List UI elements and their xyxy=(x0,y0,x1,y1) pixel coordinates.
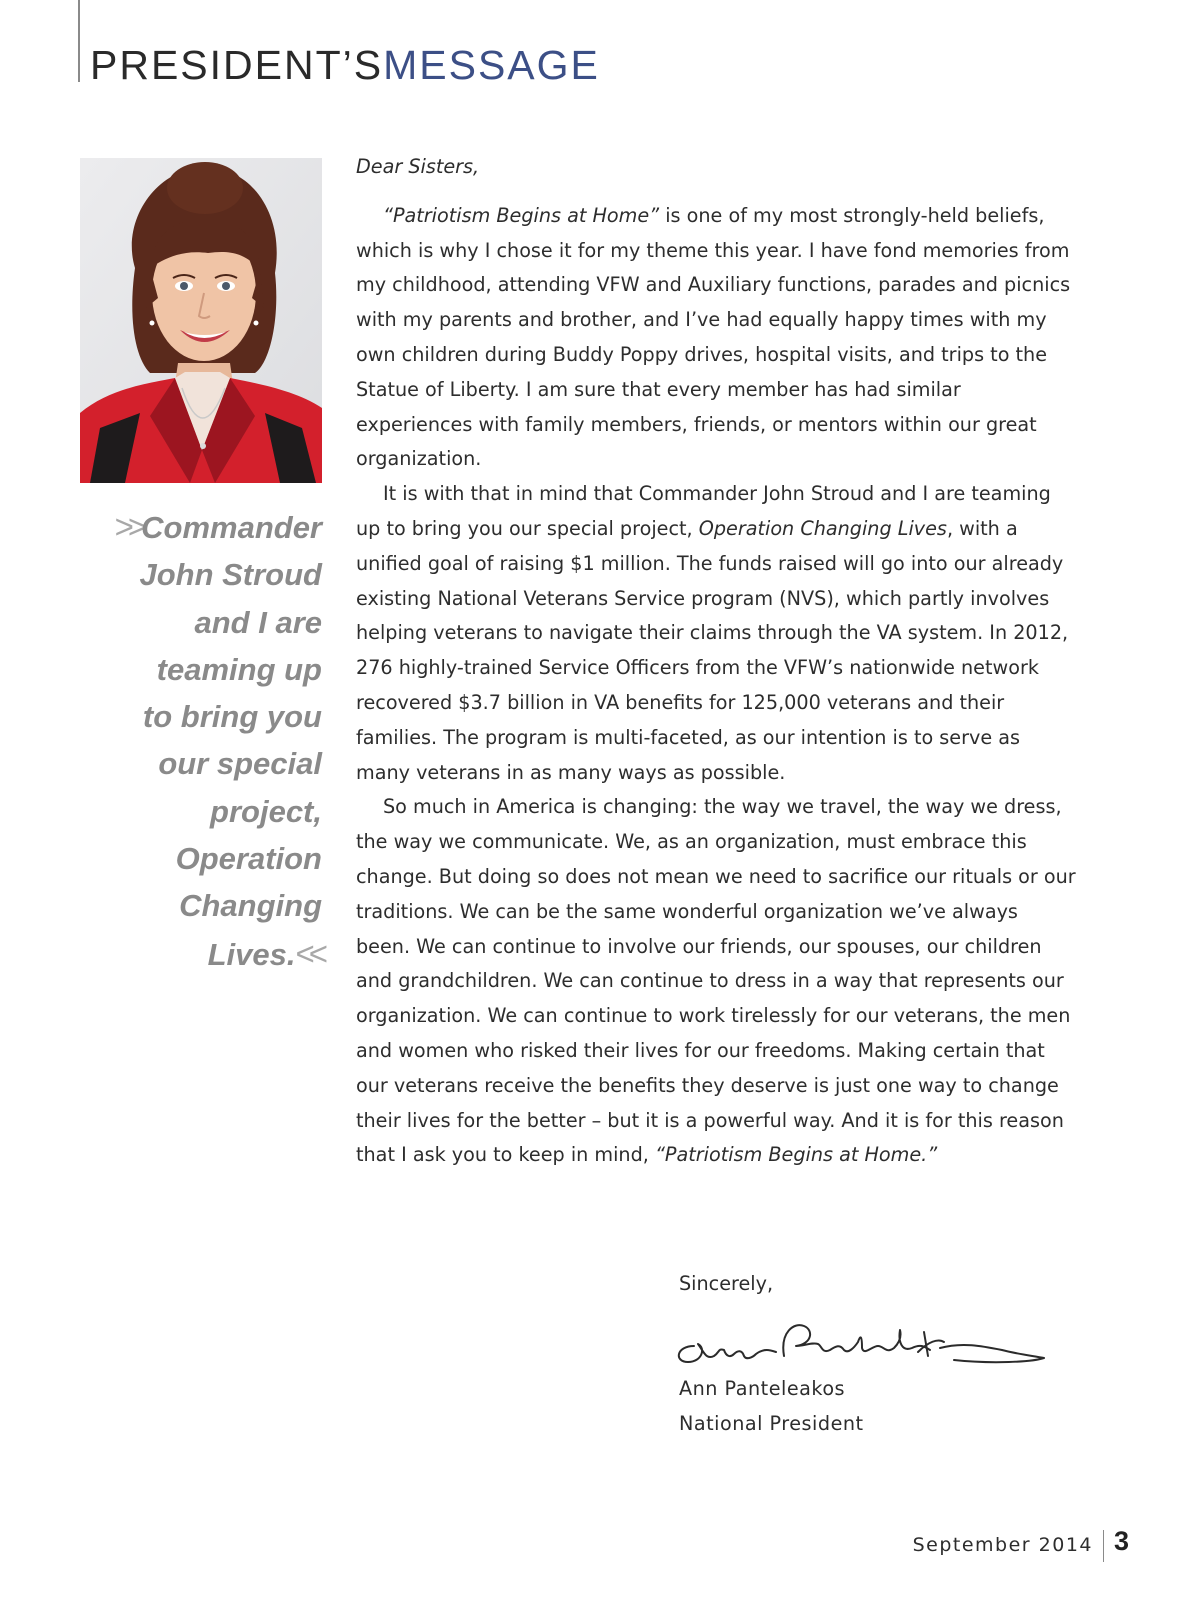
footer-issue-date: September 2014 xyxy=(912,1534,1093,1556)
pull-quote-line: project, xyxy=(210,793,322,829)
paragraph-1: “Patriotism Begins at Home” is one of my most strongly-held beliefs, which is why I chose it for my theme this year. I have fond memories from my childhood, attending VFW and Auxiliary functions, parades and picnics with my parents and brother, and I’ve had equally happy times with my own children during Buddy Poppy drives, hospital visits, and trips to the Statue of Liberty. I am sure that every member has had similar experiences with family members, friends, or mentors within our great organization. xyxy=(356,203,1071,471)
pull-quote-close-mark: << xyxy=(295,934,322,972)
pull-quote-line: and I are xyxy=(194,604,322,640)
page-title-word-1: PRESIDENT’S xyxy=(90,42,384,88)
closing-theme-quote: “Patriotism Begins at Home.” xyxy=(654,1143,938,1167)
salutation: Dear Sisters, xyxy=(356,155,480,178)
signer-name: Ann Panteleakos xyxy=(679,1377,846,1400)
handwritten-signature xyxy=(672,1312,1052,1372)
pull-quote-line: Changing xyxy=(179,888,322,924)
pull-quote-line: >>Commander xyxy=(114,508,322,545)
pull-quote xyxy=(70,503,322,978)
pull-quote-line: John Stroud xyxy=(139,557,322,593)
theme-quote: “Patriotism Begins at Home” xyxy=(383,203,660,227)
page-number: 3 xyxy=(1114,1526,1130,1556)
pull-quote-line: Lives.<< xyxy=(207,934,322,972)
pull-quote-line: Operation xyxy=(175,841,322,877)
project-name: Operation Changing Lives xyxy=(698,516,947,540)
pull-quote-line: to bring you xyxy=(142,699,322,735)
signer-block xyxy=(679,1372,864,1442)
footer-divider xyxy=(1103,1530,1104,1562)
page-title xyxy=(90,40,600,90)
header-rule xyxy=(78,0,80,82)
paragraph-2: It is with that in mind that Commander John Stroud and I are teaming up to bring you our special project, Operation Changing Lives, with a unified goal of raising $1 million. The funds raised will go into our already existing National Veterans Service program (NVS), which partly involves helping veterans to navigate their claims through the VA system. In 2012, 276 highly-trained Service Officers from the VFW’s nationwide network recovered $3.7 billion in VA benefits for 125,000 veterans and their families. The program is multi-faceted, as our intention is to serve as many veterans in as many ways as possible. xyxy=(356,482,1069,784)
signer-title: National President xyxy=(679,1411,864,1435)
president-portrait-photo xyxy=(80,158,322,483)
paragraph-3: So much in America is changing: the way we travel, the way we dress, the way we communicate. We, as an organization, must embrace this change. But doing so does not mean we need to sacrifice our rituals or our traditions. We can be the same wonderful organization we’ve always been. We can continue to involve our friends, our spouses, our children and grandchildren. We can continue to dress in a way that represents our organization. We can continue to work tirelessly for our veterans, the men and women who risked their lives for our freedoms. Making certain that our veterans receive the benefits they deserve is just one way to change their lives for the better – but it is a powerful way. And it is for this reason that I ask you to keep in mind, “Patriotism Begins at Home.” xyxy=(356,795,1076,1167)
page-title-word-2: MESSAGE xyxy=(383,42,600,88)
pull-quote-line: teaming up xyxy=(156,651,322,687)
letter-body xyxy=(356,150,1076,1173)
pull-quote-line: our special xyxy=(158,746,322,782)
valediction: Sincerely, xyxy=(679,1272,774,1295)
pull-quote-open-mark: >> xyxy=(114,508,142,545)
